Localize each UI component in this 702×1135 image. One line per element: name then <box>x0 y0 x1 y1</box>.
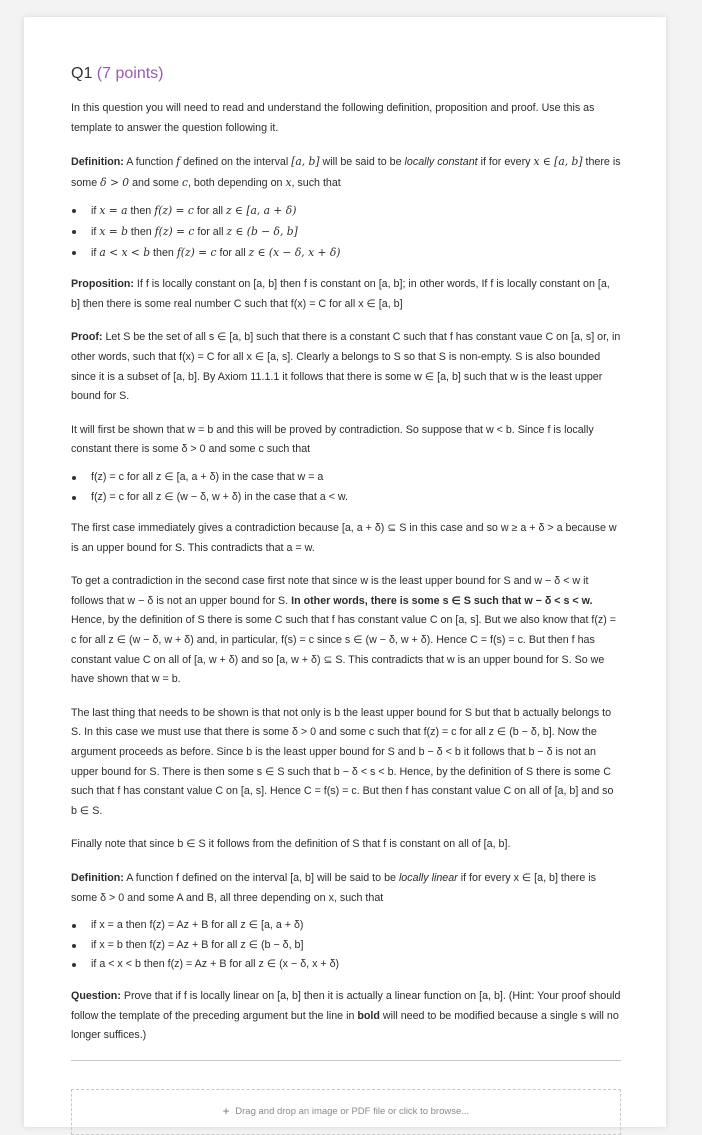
definition-2-text-b: if for every x ∈ [a, b] there is some δ > 0 and some A and B, all three depending on x, such that <box>71 872 596 904</box>
definition-1-text-f: and some <box>129 176 182 189</box>
definition-2 <box>71 869 621 908</box>
definition-2-cases <box>71 916 621 975</box>
question-content <box>71 65 621 1135</box>
definition-2-text-a: A function f defined on the interval [a, b] will be said to be <box>123 872 399 884</box>
proof-cases <box>71 468 621 507</box>
answer-divider <box>71 1060 621 1061</box>
proof-paragraph-5: The last thing that needs to be shown is that not only is b the least upper bound for S but that b actually belongs to S. In this case we must use that there is some δ > 0 and some c such that f(z) = c for all z ∈ (b − δ, b]. Now the argument proceeds as before. Since b is the least upper bound for S and b − δ < b it follows that b − δ is not an upper bound for S. There is then some s ∈ S such that b − δ < s < b. Hence, by the definition of S there is some C such that f has constant value C on [a, s]. Hence C = f(s) = c. But then f has constant value C on all of [a, b] and so b ∈ S. <box>71 706 614 817</box>
proof-paragraph-6: Finally note that since b ∈ S it follows from the definition of S that f is constant on all of [a, b]. <box>71 838 511 851</box>
proposition-text: If f is locally constant on [a, b] then f is constant on [a, b]; in other words, If f is locally constant on [a, b] then there is some real number C such that f(x) = C for all x ∈ [a, b] <box>71 278 610 310</box>
question-bold-word: bold <box>357 1009 380 1022</box>
proof-case: f(z) = c for all z ∈ (w − δ, w + δ) in the case that a < w. <box>71 488 621 508</box>
definition-1-x: x <box>285 175 292 189</box>
definition-1-delta: δ > 0 <box>100 175 130 189</box>
plus-icon: + <box>222 1105 230 1118</box>
intro-text: In this question you will need to read and understand the following definition, proposition and proof. Use this as template to answer the question following it. <box>71 102 595 134</box>
definition-2-term: locally linear <box>398 872 458 884</box>
question-heading: Question: <box>71 989 121 1002</box>
definition-1-f: f <box>176 155 181 169</box>
proof-text-4b: Hence, by the definition of S there is some C such that f has constant value C on [a, s]. But we also know that f(z) = c for all z ∈ (w − δ, w + δ) and, in particular, f(s) = c since s ∈ (w − δ, w + δ). Hence C = f(s) = c. But then f has constant value C on all of [a, w + δ) and so [a, w + δ) ⊆ S. This contradicts that w is an upper bound for S. So we have shown that w = b. <box>71 614 617 686</box>
definition-1-text-g: , both depending on <box>187 176 286 189</box>
proof-paragraph-4 <box>71 572 621 690</box>
definition-1-text-d: if for every <box>477 156 534 169</box>
definition-1-case: if x = a then f(z) = c for all z ∈ [a, a + δ) <box>71 201 621 222</box>
file-upload-dropzone[interactable] <box>71 1089 621 1135</box>
question-title <box>71 65 621 83</box>
definition-1-text-e: there is some <box>71 156 621 189</box>
definition-1 <box>71 152 621 193</box>
definition-1-xin: x ∈ [a, b] <box>533 155 583 169</box>
definition-2-case: if x = a then f(z) = Az + B for all z ∈ [a, a + δ) <box>71 916 621 936</box>
definition-1-text-b: defined on the interval <box>180 156 292 169</box>
definition-1-interval: [a, b] <box>291 155 320 169</box>
definition-1-case: if a < x < b then f(z) = c for all z ∈ (x − δ, x + δ) <box>71 243 621 264</box>
proposition-heading: Proposition: <box>71 278 134 291</box>
question-points: (7 points) <box>96 65 164 82</box>
proof-case: f(z) = c for all z ∈ [a, a + δ) in the case that w = a <box>71 468 621 488</box>
definition-1-text-a: A function <box>123 156 177 169</box>
definition-1-text-c: will be said to be <box>319 156 405 169</box>
proposition <box>71 275 621 314</box>
question-text-b: will need to be modified because a single s will no longer suffices.) <box>71 1009 619 1042</box>
definition-1-text-h: , such that <box>291 176 341 189</box>
definition-1-term: locally constant <box>404 156 478 169</box>
proof-text-4a: To get a contradiction in the second case first note that since w is the least upper bound for S and w − δ < w it follows that w − δ is not an upper bound for S. <box>71 575 589 607</box>
definition-1-c: c <box>181 175 188 189</box>
definition-1-cases <box>71 201 621 263</box>
question-text-a: Prove that if f is locally linear on [a, b] then it is actually a linear function on [a, b]. (Hint: Your proof should follow the template of the preceding argument but the line in <box>71 989 621 1022</box>
question-label: Q1 <box>71 65 93 82</box>
proof-paragraph-2: It will first be shown that w = b and this will be proved by contradiction. So suppose that w < b. Since f is locally constant there is some δ > 0 and some c such that <box>71 423 594 456</box>
proof-heading: Proof: <box>71 331 103 344</box>
definition-2-case: if a < x < b then f(z) = Az + B for all z ∈ (x − δ, x + δ) <box>71 955 621 975</box>
proof-paragraph-1 <box>71 328 621 406</box>
question-card <box>24 17 666 1127</box>
definition-2-heading: Definition: <box>71 872 124 884</box>
proof-text-1: Let S be the set of all s ∈ [a, b] such that there is a constant C such that f has constant vaue C on [a, s] or, in other words, such that f(x) = C for all x ∈ [a, s]. Clearly a belongs to S so that S is non-empty. S is also bounded since it is a subset of [a, b]. By Axiom 11.1.1 it follows that there is some w ∈ [a, b] such that w is the least upper bound for S. <box>71 331 621 403</box>
definition-2-case: if x = b then f(z) = Az + B for all z ∈ (b − δ, b] <box>71 936 621 956</box>
definition-1-heading: Definition: <box>71 156 124 169</box>
question-prompt <box>71 987 621 1046</box>
dropzone-label: Drag and drop an image or PDF file or click to browse... <box>235 1106 470 1118</box>
proof-paragraph-3: The first case immediately gives a contradiction because [a, a + δ) ⊆ S in this case and so w ≥ a + δ > a because w is an upper bound for S. This contradicts that a = w. <box>71 522 617 554</box>
definition-1-case: if x = b then f(z) = c for all z ∈ (b − δ, b] <box>71 222 621 243</box>
proof-bold-line: In other words, there is some s ∈ S such that w − δ < s < w. <box>291 594 593 607</box>
